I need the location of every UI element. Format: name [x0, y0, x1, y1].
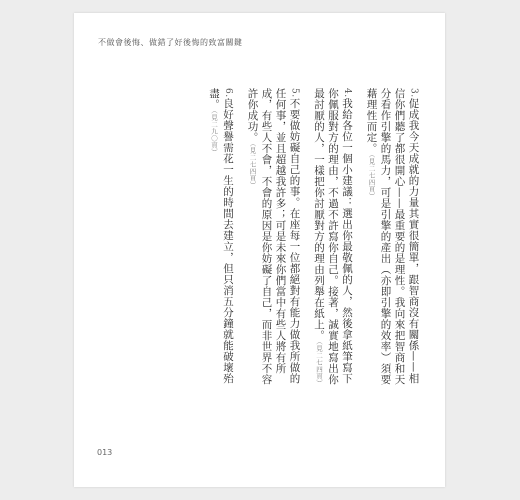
- page-reference: （見二七四頁）: [248, 143, 257, 189]
- running-head: 不做會後悔、做錯了好後悔的致富關鍵: [98, 38, 243, 47]
- page-number: 013: [97, 448, 113, 457]
- page-reference: （見二九〇頁）: [210, 110, 218, 156]
- list-item: [207, 88, 235, 393]
- book-page: [74, 13, 445, 487]
- page-reference: （見二七四頁）: [315, 341, 323, 387]
- item-number: 3.: [408, 88, 419, 98]
- item-text: 良好聲譽需花一生的時間去建立，但只消五分鐘就能破壞殆盡。: [208, 88, 234, 384]
- item-text: 不要做妨礙自己的事。在座每一位都絕對有能力做我所做的任何事，並且超越我許多；可是未來你們當中有些人將有所成，有些人不會，不會的原因是你妨礙了自己，而非世界不容許你成功。: [246, 88, 301, 385]
- list-item: [312, 88, 354, 393]
- item-text: 我給各位一個小建議：選出你最敬佩的人，然後拿紙筆寫下你佩服對方的理由，不過不許寫你自己。接著，誠實地寫出你最討厭的人，一樣把你討厭對方的理由列舉在紙上。: [313, 88, 353, 385]
- page-reference: （見二七四頁）: [367, 154, 376, 200]
- item-number: 5.: [289, 88, 300, 98]
- list-item: [365, 88, 421, 393]
- item-text: 促成我今天成就的力量其實很簡單，跟智商沒有關係——相信你們聽了都很開心——最重要的是理性。我向來把智商和天分看作引擎的馬力，可是引擎的產出（亦即引擎的效率）須要藉理性而定。: [365, 88, 420, 385]
- list-item: [246, 88, 302, 393]
- quote-list: [201, 88, 431, 393]
- item-number: 6.: [223, 88, 233, 98]
- item-number: 4.: [342, 88, 352, 98]
